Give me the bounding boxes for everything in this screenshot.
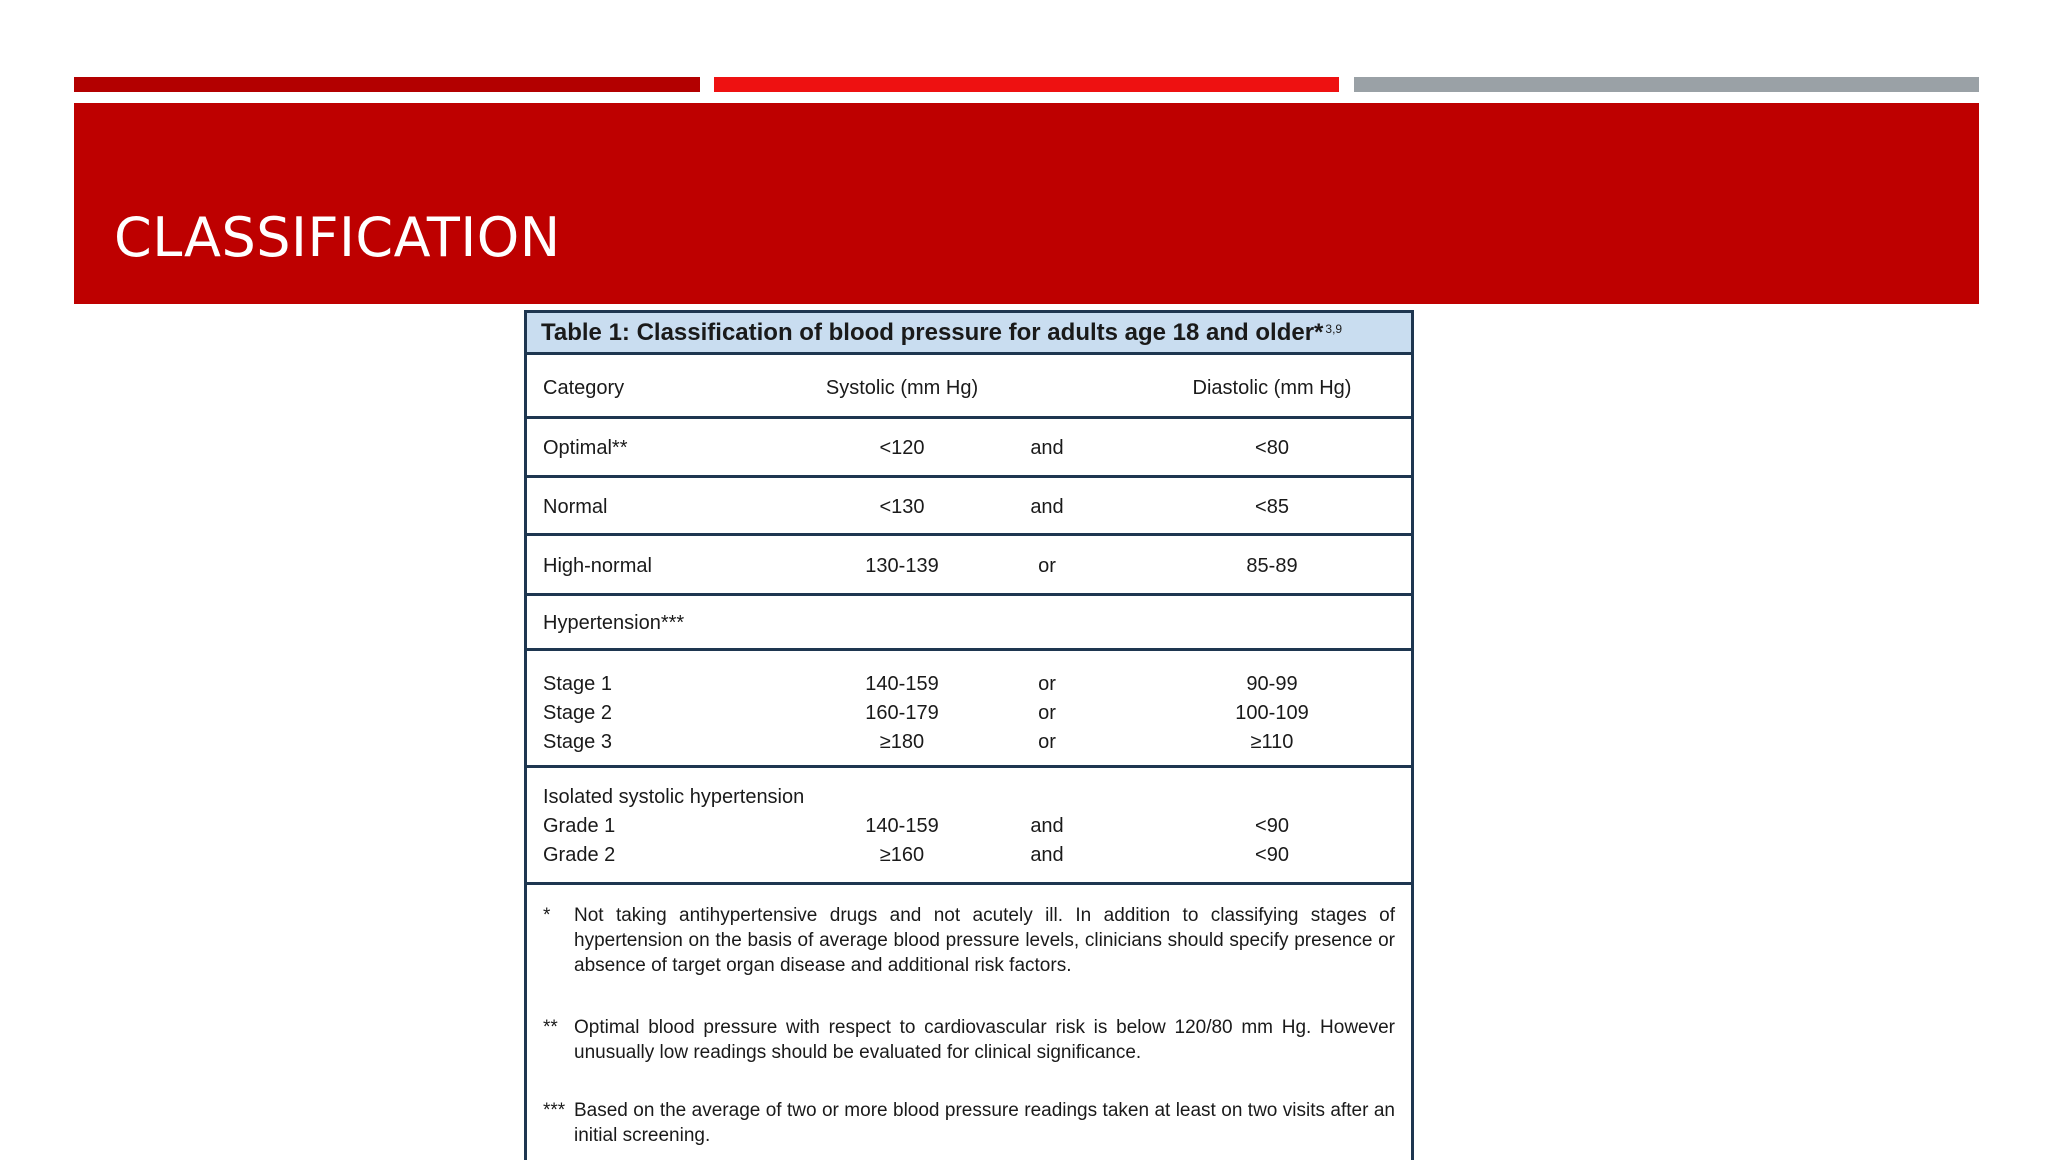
- table-row: [527, 536, 1411, 596]
- table-row: [527, 478, 1411, 536]
- cell-systolic: <120: [879, 437, 925, 459]
- accent-bar-gray: [1354, 77, 1979, 92]
- cell-systolic: ≥160: [879, 844, 925, 866]
- table-caption: [527, 313, 1411, 355]
- cell-systolic: 160-179: [865, 702, 939, 724]
- cell-category: Normal: [543, 496, 608, 518]
- cell-category: Grade 2: [543, 844, 616, 866]
- table-header-row: [527, 355, 1411, 419]
- cell-category: Stage 3: [543, 731, 612, 753]
- accent-bar-dark-red: [74, 77, 700, 92]
- footnote: [543, 1098, 1395, 1148]
- cell-category: Hypertension***: [543, 612, 685, 634]
- cell-diastolic: <80: [1255, 437, 1289, 459]
- cell-diastolic: ≥110: [1250, 731, 1294, 753]
- slide-title: CLASSIFICATION: [114, 206, 561, 269]
- table-row: [527, 768, 1411, 885]
- header-category: Category: [543, 377, 625, 399]
- cell-operator: and: [1030, 844, 1064, 866]
- table-row: [527, 596, 1411, 651]
- cell-diastolic: <90: [1255, 815, 1289, 837]
- table-caption-sup: 3,9: [1325, 321, 1343, 336]
- table-footnotes: [527, 885, 1411, 1165]
- footnote: [543, 903, 1395, 978]
- cell-diastolic: 85-89: [1246, 555, 1298, 577]
- table-caption-text: Table 1: Classification of blood pressure for adults age 18 and older*: [541, 318, 1324, 346]
- footnote-mark: *: [543, 905, 551, 926]
- cell-systolic: ≥180: [879, 731, 925, 753]
- cell-category: Stage 2: [543, 702, 612, 724]
- accent-bar-bright-red: [714, 77, 1339, 92]
- table-row: [527, 419, 1411, 478]
- cell-operator: or: [1038, 555, 1056, 577]
- cell-diastolic: 90-99: [1246, 673, 1298, 695]
- cell-operator: or: [1038, 702, 1056, 724]
- footnote-mark: ***: [543, 1100, 566, 1121]
- cell-category: Stage 1: [543, 673, 612, 695]
- title-banner: [74, 103, 1979, 304]
- table-row: [527, 651, 1411, 768]
- footnote: [543, 1015, 1395, 1065]
- cell-operator: and: [1030, 815, 1064, 837]
- bp-classification-table: [524, 310, 1414, 1160]
- cell-systolic: 130-139: [865, 555, 939, 577]
- footnote-text: Not taking antihypertensive drugs and not acutely ill. In addition to classifying stages of hypertension on the basis of average blood pressure levels, clinicians should specify presence or absence of target organ disease and additional risk factors.: [574, 905, 1395, 976]
- cell-systolic: 140-159: [865, 815, 939, 837]
- cell-systolic: 140-159: [865, 673, 939, 695]
- footnote-text: Based on the average of two or more blood pressure readings taken at least on two visits after an initial screening.: [574, 1100, 1395, 1146]
- cell-operator: or: [1038, 673, 1056, 695]
- cell-category: High-normal: [543, 555, 652, 577]
- header-diastolic: Diastolic (mm Hg): [1192, 377, 1352, 399]
- cell-operator: or: [1038, 731, 1056, 753]
- cell-category: Isolated systolic hypertension: [543, 786, 805, 808]
- footnote-mark: **: [543, 1017, 558, 1038]
- cell-category: Optimal**: [543, 437, 628, 459]
- footnote-text: Optimal blood pressure with respect to cardiovascular risk is below 120/80 mm Hg. However unusually low readings should be evaluated for clinical significance.: [574, 1017, 1395, 1063]
- cell-systolic: <130: [879, 496, 925, 518]
- cell-diastolic: <85: [1255, 496, 1289, 518]
- cell-operator: and: [1030, 437, 1064, 459]
- header-systolic: Systolic (mm Hg): [825, 377, 979, 399]
- cell-diastolic: 100-109: [1235, 702, 1309, 724]
- cell-operator: and: [1030, 496, 1064, 518]
- cell-category: Grade 1: [543, 815, 616, 837]
- cell-diastolic: <90: [1255, 844, 1289, 866]
